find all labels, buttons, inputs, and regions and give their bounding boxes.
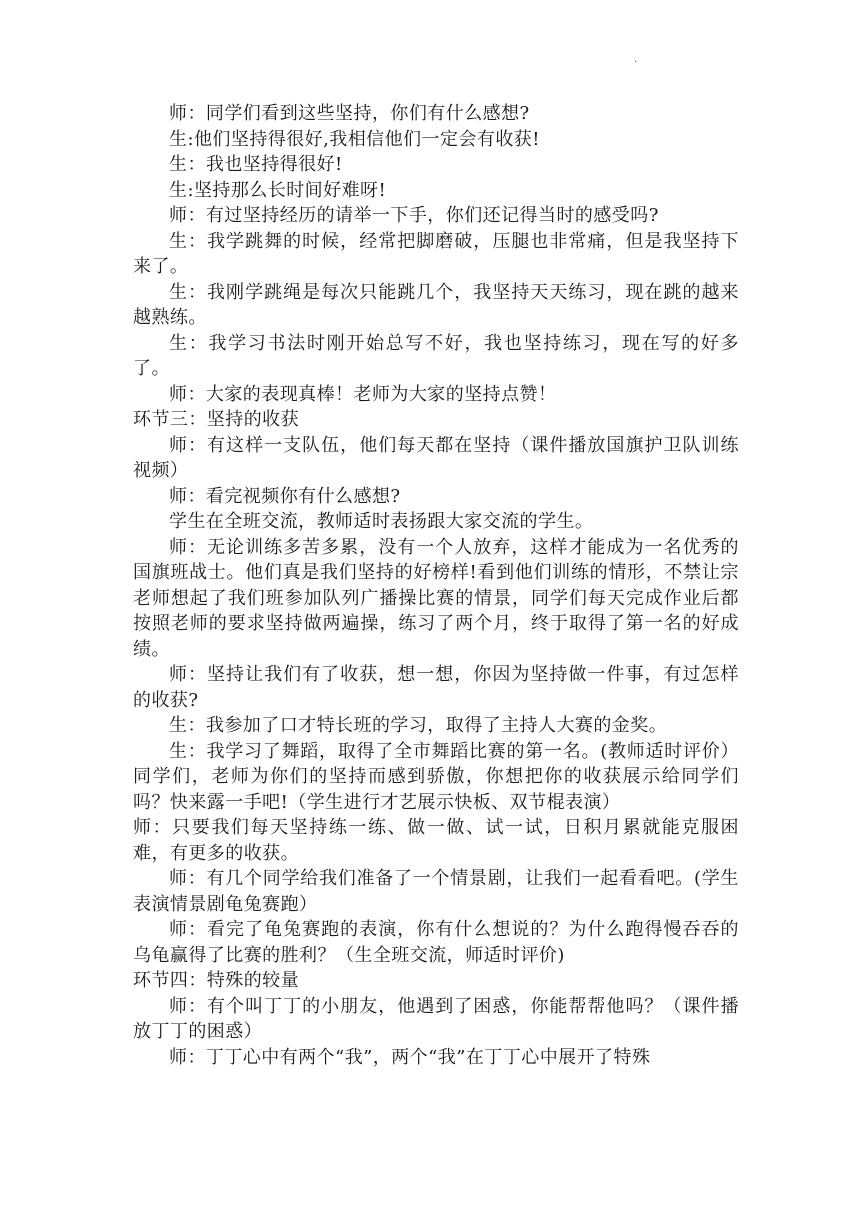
- paragraph: 生：我学习了舞蹈，取得了全市舞蹈比赛的第一名。(教师适时评价）同学们，老师为你们的坚持而感到骄傲，你想把你的收获展示给同学们吗？快来露一手吧!（学生进行才艺展示快板、双节棍表演）: [133, 740, 739, 813]
- paragraph: 师：看完视频你有什么感想?: [169, 485, 401, 507]
- paragraph: 师：看完了龟兔赛跑的表演，你有什么想说的？为什么跑得慢吞吞的乌龟赢得了比赛的胜利？（生全班交流，师适时评价): [133, 919, 739, 966]
- header-mark: .: [634, 54, 638, 65]
- paragraph: 生:他们坚持得很好,我相信他们一定会有收获!: [169, 128, 540, 150]
- paragraph: 师：坚持让我们有了收获，想一想，你因为坚持做一件事，有过怎样的收获?: [133, 664, 739, 711]
- section-heading: 环节三：坚持的收获: [133, 409, 300, 430]
- paragraph: 师：有过坚持经历的请举一下手，你们还记得当时的感受吗?: [169, 205, 659, 226]
- paragraph: 师：有这样一支队伍，他们每天都在坚持（课件播放国旗护卫队训练视频）: [133, 434, 739, 481]
- paragraph: 师：只要我们每天坚持练一练、做一做、试一试，日积月累就能克服困难，有更多的收获。: [133, 817, 739, 864]
- paragraph: 师：同学们看到这些坚持，你们有什么感想?: [169, 103, 530, 124]
- section-heading: 环节四：特殊的较量: [133, 970, 300, 991]
- paragraph: 生：我刚学跳绳是每次只能跳几个，我坚持天天练习，现在跳的越来越熟练。: [133, 281, 739, 328]
- paragraph: 生：我也坚持得很好!: [169, 154, 343, 175]
- paragraph: 生:坚持那么长时间好难呀!: [169, 179, 387, 201]
- paragraph: 学生在全班交流，教师适时表扬跟大家交流的学生。: [169, 511, 594, 532]
- paragraph: 生：我学习书法时刚开始总写不好，我也坚持练习，现在写的好多了。: [133, 332, 739, 379]
- paragraph: 师：有几个同学给我们准备了一个情景剧，让我们一起看看吧。(学生表演情景剧龟兔赛跑）: [133, 868, 739, 915]
- paragraph: 生：我参加了口才特长班的学习，取得了主持人大赛的金奖。: [169, 715, 668, 736]
- paragraph: 师：丁丁心中有两个“我”，两个“我”在丁丁心中展开了特殊: [169, 1046, 651, 1068]
- paragraph: 师：有个叫丁丁的小朋友，他遇到了困惑，你能帮帮他吗？（课件播放丁丁的困惑）: [133, 995, 739, 1042]
- document-body: [133, 101, 739, 1070]
- paragraph: 师：大家的表现真棒！老师为大家的坚持点赞！: [169, 383, 557, 405]
- paragraph: 生：我学跳舞的时候，经常把脚磨破，压腿也非常痛，但是我坚持下来了。: [133, 230, 739, 277]
- paragraph: 师：无论训练多苦多累，没有一个人放弃，这样才能成为一名优秀的国旗班战士。他们真是我们坚持的好榜样!看到他们训练的情形，不禁让宗老师想起了我们班参加队列广播操比赛的情景，同学们每天完成作业后都按照老师的要求坚持做两遍操，练习了两个月，终于取得了第一名的好成绩。: [133, 536, 739, 660]
